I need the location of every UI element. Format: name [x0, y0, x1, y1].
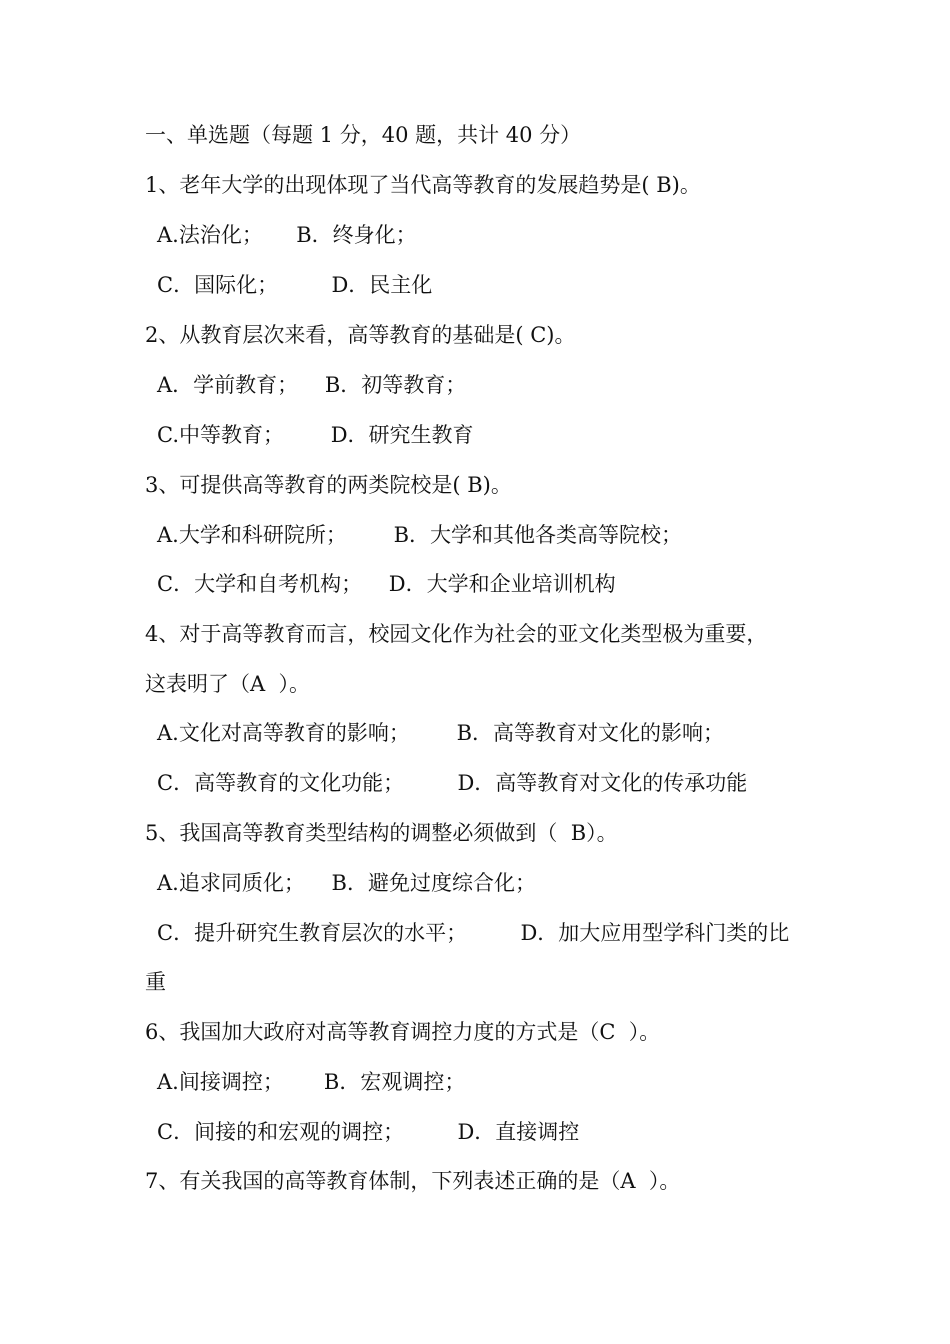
question-3-options-row-2: C．大学和自考机构； D．大学和企业培训机构 — [157, 572, 616, 596]
question-1-options-row-1: A.法治化； B．终身化； — [157, 223, 417, 247]
question-2-options-row-1: A．学前教育； B．初等教育； — [157, 373, 467, 397]
question-3-stem: 3、可提供高等教育的两类院校是( B)。 — [145, 473, 512, 497]
question-3-options-row-1: A.大学和科研院所； B．大学和其他各类高等院校； — [157, 523, 682, 547]
question-4-stem: 4、对于高等教育而言，校园文化作为社会的亚文化类型极为重要， — [145, 622, 768, 646]
question-6-stem: 6、我国加大政府对高等教育调控力度的方式是（C ）。 — [145, 1020, 661, 1044]
question-1-options-row-2: C．国际化； D．民主化 — [157, 273, 433, 297]
question-1-stem: 1、老年大学的出现体现了当代高等教育的发展趋势是( B)。 — [145, 173, 701, 197]
question-6-options-row-2: C．间接的和宏观的调控； D．直接调控 — [157, 1120, 580, 1144]
question-6-options-row-1: A.间接调控； B．宏观调控； — [157, 1070, 466, 1094]
question-4-options-row-1: A.文化对高等教育的影响； B．高等教育对文化的影响； — [157, 721, 724, 745]
question-5-options-row-1: A.追求同质化； B．避免过度综合化； — [157, 871, 536, 895]
section-title: 一、单选题（每题 1 分，40 题，共计 40 分） — [145, 123, 582, 147]
question-4-options-row-2: C．高等教育的文化功能； D．高等教育对文化的传承功能 — [157, 771, 748, 795]
question-2-stem: 2、从教育层次来看，高等教育的基础是( C)。 — [145, 323, 576, 347]
question-5-stem: 5、我国高等教育类型结构的调整必须做到（ B）。 — [145, 821, 618, 845]
question-7-stem: 7、有关我国的高等教育体制，下列表述正确的是（A ）。 — [145, 1169, 681, 1193]
question-2-options-row-2: C.中等教育； D．研究生教育 — [157, 423, 474, 447]
question-5-options-row-2: C．提升研究生教育层次的水平； D．加大应用型学科门类的比 — [157, 921, 790, 945]
question-4-stem-continuation: 这表明了（A ）。 — [145, 672, 311, 696]
question-5-option-continuation: 重 — [145, 970, 166, 994]
